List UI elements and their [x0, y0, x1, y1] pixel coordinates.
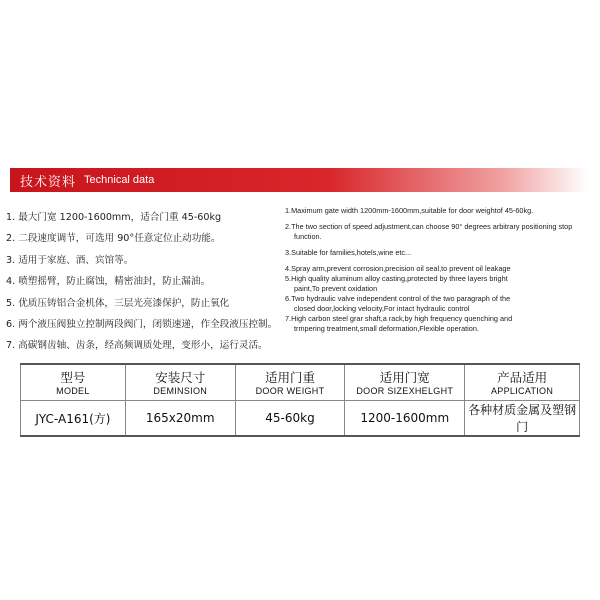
feature-en-4: [285, 264, 597, 274]
feature-en-2-cont: function.: [294, 232, 322, 241]
feature-en-7-cont: trmpering treatment,small deformation,Flexible operation.: [294, 324, 479, 333]
feature-zh-5: 5. 优质压铸铝合金机体，三层光亮漆保护，防止氧化: [6, 297, 230, 309]
header-dimension-en: DEMINSION: [153, 386, 208, 396]
header-model-zh: 型号: [60, 370, 86, 385]
feature-en-1-line: 1.Maximum gate width 1200mm-1600mm,suitable for door weightof 45-60kg.: [285, 206, 534, 215]
spec-table: [20, 363, 580, 437]
feature-en-5-cont: paint,To prevent oxidation: [294, 284, 378, 293]
feature-en-2-line: 2.The two section of speed adjustment,can choose 90° degrees arbitrary positioning stop: [285, 222, 573, 231]
features-list-en: [285, 206, 597, 334]
feature-zh-3: 3. 适用于家庭、酒、宾馆等。: [6, 254, 134, 266]
feature-zh-1: 1. 最大门宽 1200-1600mm，适合门重 45-60kg: [6, 212, 222, 223]
section-title-zh: 技术资料: [20, 174, 77, 190]
header-application-zh: 产品适用: [497, 370, 548, 385]
header-application-en: APPLICATION: [491, 386, 554, 396]
header-dimension-zh: 安装尺寸: [155, 370, 206, 385]
value-dimension: 165x20mm: [125, 401, 235, 437]
header-door-size: [345, 364, 465, 401]
feature-en-7-line: 7.High carbon steel grar shaft,a rack,by high frequency quenching and: [285, 314, 513, 323]
value-model: JYC-A161(方): [21, 401, 126, 437]
feature-en-6-line: 6.Two hydraulic valve independent control of the two paragraph of the: [285, 294, 511, 303]
feature-en-7: [285, 314, 597, 334]
feature-zh-4: 4. 喷塑摇臂，防止腐蚀，精密油封，防止漏油。: [6, 276, 211, 288]
value-door-weight: 45-60kg: [235, 401, 345, 437]
feature-en-3: [285, 248, 597, 258]
header-model-en: MODEL: [56, 386, 90, 396]
header-door-size-en: DOOR SIZEXHELGHT: [356, 386, 454, 396]
feature-en-3-line: 3.Suitable for families,hotels,wine etc...: [285, 248, 412, 257]
header-door-size-zh: 适用门宽: [379, 370, 430, 385]
feature-zh-2: 2. 二段速度调节，可选用 90°任意定位止动功能。: [6, 233, 221, 245]
feature-en-2: [285, 222, 597, 242]
header-dimension: [125, 364, 235, 401]
spec-header-row: [21, 364, 580, 401]
header-door-weight: [235, 364, 345, 401]
spec-value-row: [21, 401, 580, 437]
value-application: 各种材质金属及塑钢门: [465, 401, 580, 437]
feature-en-5-line: 5.High quality aluminum alloy casting,protected by three layers bright: [285, 274, 508, 283]
section-title-en: Technical data: [84, 174, 155, 186]
feature-en-6-cont: closed door,locking velocity,For intact hydraulic control: [294, 304, 470, 313]
feature-en-4-line: 4.Spray arm,prevent corrosion,precision oil seal,to prevent oil leakage: [285, 264, 511, 273]
feature-zh-6: 6. 两个液压阀独立控制两段阀门，闭锁速递，作全段液压控制。: [6, 319, 278, 331]
feature-en-5: [285, 274, 597, 294]
header-door-weight-zh: 适用门重: [265, 370, 316, 385]
value-door-size: 1200-1600mm: [345, 401, 465, 437]
header-model: [21, 364, 126, 401]
features-list-zh: [6, 207, 276, 357]
feature-en-6: [285, 294, 597, 314]
feature-en-1: [285, 206, 597, 216]
section-header-banner: [10, 168, 588, 192]
header-door-weight-en: DOOR WEIGHT: [255, 386, 325, 396]
header-application: [465, 364, 580, 401]
feature-zh-7: 7. 高碳钢齿轴、齿条，经高频调质处理，变形小，运行灵活。: [6, 340, 268, 352]
